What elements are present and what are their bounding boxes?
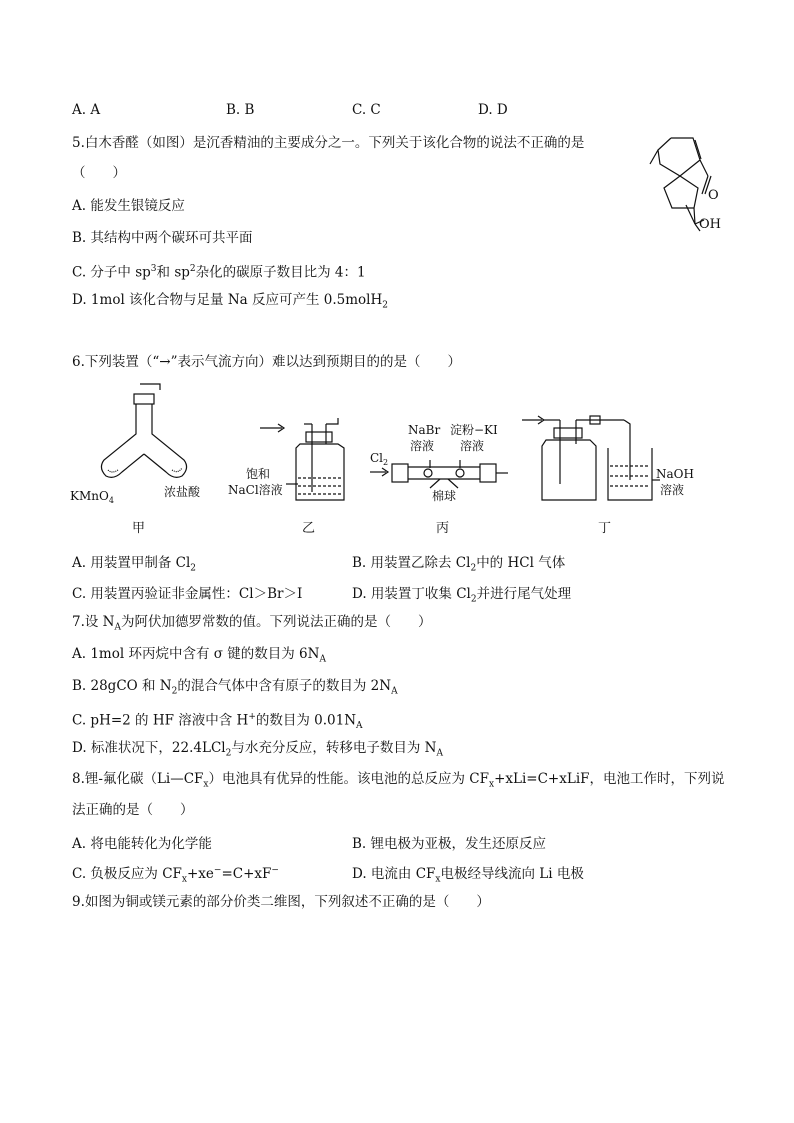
q5-option-a: A. 能发生银镜反应 <box>72 198 185 214</box>
q4-option-c: C. C <box>352 102 381 118</box>
q4-option-a: A. A <box>72 102 101 118</box>
label-cotton-ball: 棉球 <box>432 489 457 503</box>
q7-option-b: B. 28gCO 和 $N_2$的混合气体中含有原子的数目为 $2N_A$ <box>72 678 398 697</box>
q5-paren: （ ） <box>72 165 126 181</box>
q6-option-c: C. 用装置丙验证非金属性：Cl＞Br＞I <box>72 586 303 602</box>
q7-option-c: C. pH=2 的 HF 溶液中含 H+的数目为 $0.01N_A$ <box>72 712 363 732</box>
q4-option-b: B. B <box>226 102 255 118</box>
label-saturated: 饱和 <box>246 467 271 481</box>
apparatus-jia <box>101 384 186 477</box>
q6-option-b: B. 用装置乙除去 $Cl_2$中的 HCl 气体 <box>352 555 566 574</box>
q5-struct-oh: OH <box>699 217 721 232</box>
q9-stem: 9.如图为铜或镁元素的部分价类二维图，下列叙述不正确的是（ ） <box>72 894 490 910</box>
label-nabr-solution: 溶液 <box>410 439 435 453</box>
q5-option-c: C. 分子中 $sp^3$和 $sp^2$杂化的碳原子数目比为 4：1 <box>72 264 366 281</box>
apparatus-ding <box>522 416 660 500</box>
label-yi: 乙 <box>302 521 316 536</box>
q8-stem-line1: 8.锂-氟化碳$(Li—CF_x)$电池具有优异的性能。该电池的总反应为 $CF_x+xLi=C+xLiF$，电池工作时，下列说 <box>72 771 725 790</box>
q5-structure-figure <box>640 128 740 238</box>
label-naoh-solution: 溶液 <box>660 483 685 497</box>
label-conc-hcl: 浓盐酸 <box>164 485 201 499</box>
label-kmno4: KMnO$_4$ <box>70 489 114 505</box>
q5-struct-o: O <box>708 188 719 203</box>
label-starch-ki: 淀粉−KI <box>450 423 498 437</box>
apparatus-bing <box>370 460 508 488</box>
label-bing: 丙 <box>436 521 450 536</box>
q6-apparatus-figure <box>60 384 740 544</box>
label-ki-solution: 溶液 <box>460 439 485 453</box>
q5-option-d: D. 1mol 该化合物与足量 Na 反应可产生 0.5molH$_2$ <box>72 292 389 311</box>
label-cl2: $Cl_2$ <box>370 451 389 467</box>
q6-option-a: A. 用装置甲制备 $Cl_2$ <box>72 555 197 574</box>
label-jia: 甲 <box>132 521 146 536</box>
q4-option-d: D. D <box>478 102 508 118</box>
q8-option-b: B. 锂电极为亚极，发生还原反应 <box>352 836 547 852</box>
q6-stem: 6.下列装置（“→”表示气流方向）难以达到预期目的的是（ ） <box>72 354 461 370</box>
q8-option-a: A. 将电能转化为化学能 <box>72 836 212 852</box>
q8-option-c: C. 负极反应为 $CF_x+xe^-=C+xF^-$ <box>72 865 279 885</box>
label-nabr: NaBr <box>408 423 441 437</box>
q8-option-d: D. 电流由 $CF_x$电极经导线流向 Li 电极 <box>352 866 584 885</box>
q8-stem-line2: 法正确的是（ ） <box>72 802 194 818</box>
q5-stem: 5.白木香醛（如图）是沉香精油的主要成分之一。下列关于该化合物的说法不正确的是 <box>72 135 585 151</box>
q6-option-d: D. 用装置丁收集 $Cl_2$并进行尾气处理 <box>352 586 572 605</box>
q7-option-d: D. 标准状况下，22.4LCl$_2$与水充分反应，转移电子数目为 $N_A$ <box>72 740 443 759</box>
q7-option-a: A. 1mol 环丙烷中含有 σ 键的数目为 $6N_A$ <box>72 646 326 665</box>
label-nacl-solution: NaCl溶液 <box>228 483 283 497</box>
q5-option-b: B. 其结构中两个碳环可共平面 <box>72 230 253 246</box>
label-naoh: NaOH <box>656 467 694 481</box>
q7-stem: 7.设 $N_A$为阿伏加德罗常数的值。下列说法正确的是（ ） <box>72 614 432 633</box>
label-ding: 丁 <box>598 521 612 536</box>
